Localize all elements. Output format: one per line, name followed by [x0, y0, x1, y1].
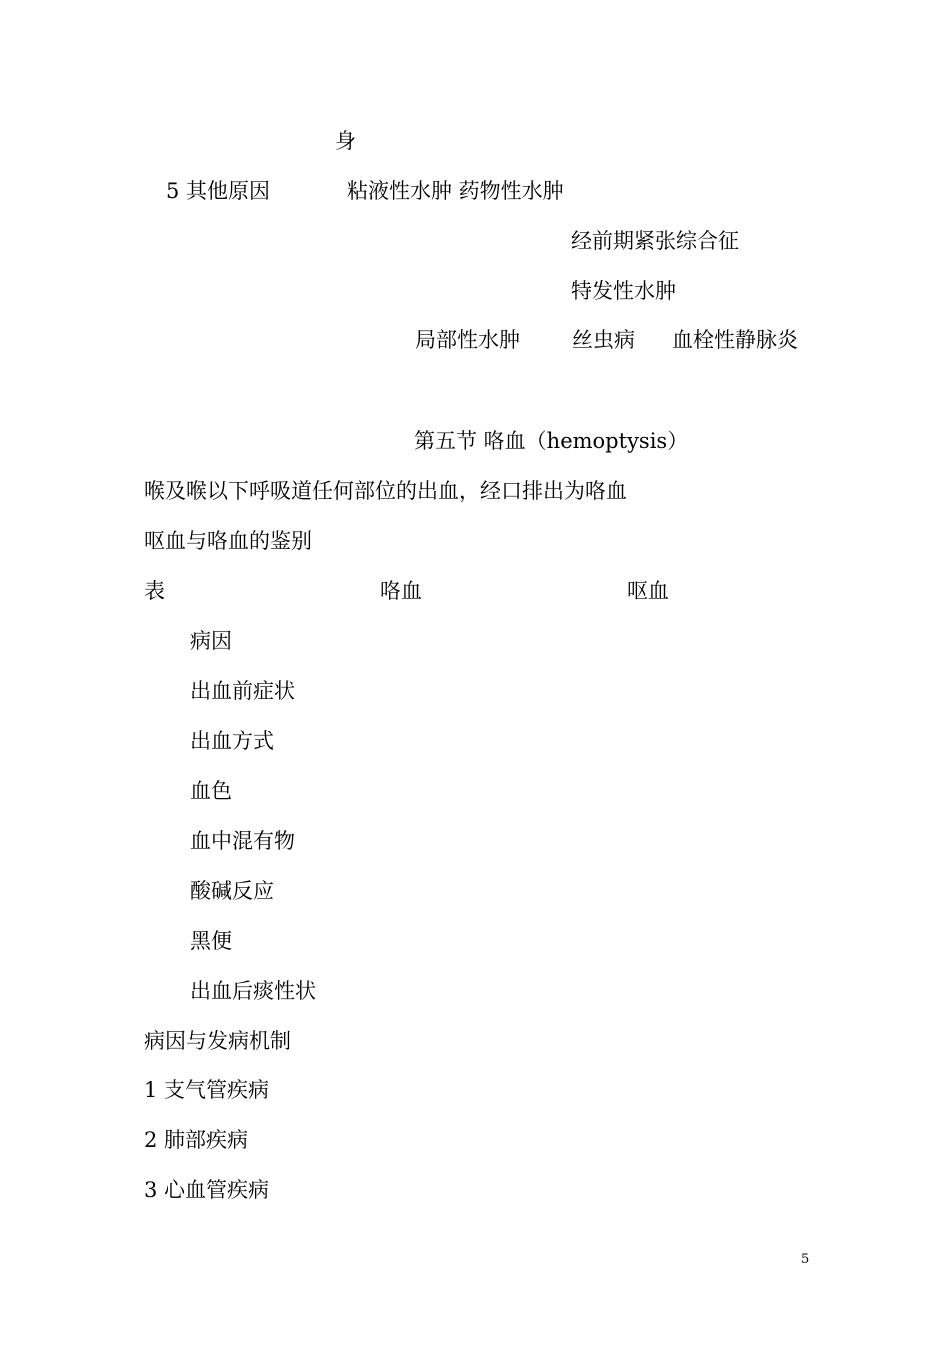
other-causes-label: 5 其他原因 [166, 179, 271, 203]
cause-item: 1 支气管疾病 [144, 1078, 270, 1102]
column-header-hematemesis: 呕血 [627, 579, 669, 603]
table-row-label: 出血方式 [190, 729, 274, 753]
table-row-label: 出血后痰性状 [190, 979, 316, 1003]
continuation-char: 身 [335, 129, 356, 153]
table-row-label: 血中混有物 [190, 829, 295, 853]
table-row-label: 酸碱反应 [190, 879, 274, 903]
filariasis-item: 丝虫病 [572, 328, 635, 352]
table-row-label: 黑便 [190, 929, 232, 953]
other-causes-items: 粘液性水肿 药物性水肿 [347, 179, 564, 203]
thrombophlebitis-item: 血栓性静脉炎 [672, 328, 798, 352]
cause-item: 2 肺部疾病 [144, 1128, 249, 1152]
cause-item: 3 心血管疾病 [144, 1178, 270, 1202]
local-edema-label: 局部性水肿 [415, 328, 520, 352]
table-row-label: 病因 [190, 629, 232, 653]
mechanism-heading: 病因与发病机制 [144, 1029, 291, 1053]
table-row-label: 血色 [190, 779, 232, 803]
table-row-label: 出血前症状 [190, 679, 295, 703]
definition: 喉及喉以下呼吸道任何部位的出血，经口排出为咯血 [144, 479, 627, 503]
idiopathic-item: 特发性水肿 [571, 279, 676, 303]
premenstrual-item: 经前期紧张综合征 [571, 229, 739, 253]
page-number: 5 [801, 1252, 810, 1267]
table-label: 表 [144, 579, 165, 603]
section-title: 第五节 咯血（hemoptysis） [414, 429, 689, 453]
comparison-heading: 呕血与咯血的鉴别 [144, 529, 312, 553]
column-header-hemoptysis: 咯血 [380, 579, 422, 603]
